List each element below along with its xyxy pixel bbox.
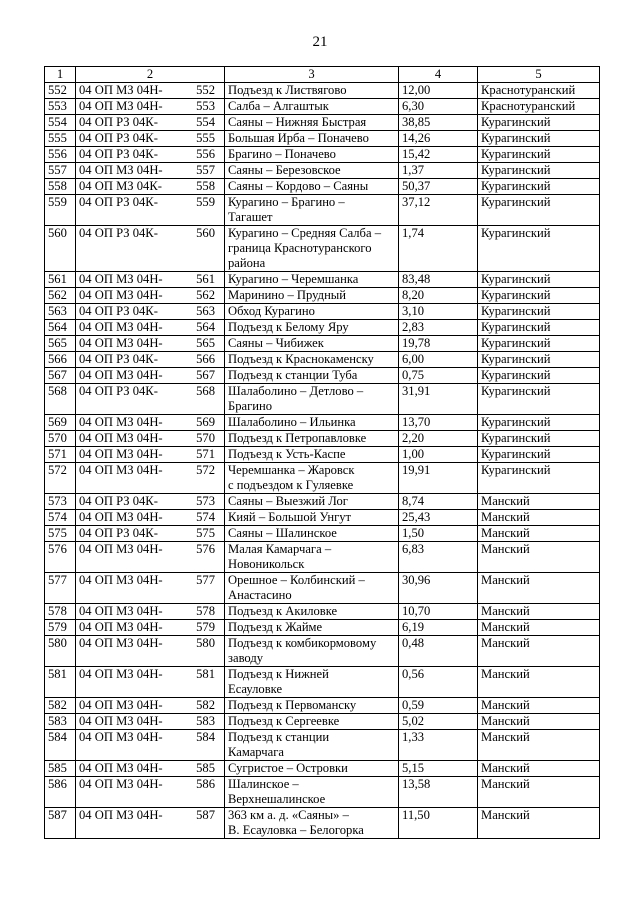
road-length: 38,85 [399,115,478,131]
road-code-number: 581 [196,667,215,681]
district-name: Курагинский [478,431,600,447]
road-code-number: 573 [196,494,215,508]
road-code-number: 579 [196,620,215,634]
road-length: 14,26 [399,131,478,147]
road-name: Подъезд к станции Камарчага [225,730,399,761]
road-code: 04 ОП МЗ 04Н- [79,730,163,744]
row-number: 568 [45,384,76,415]
road-length: 6,30 [399,99,478,115]
road-length: 30,96 [399,573,478,604]
road-name: Обход Курагино [225,304,399,320]
road-code: 04 ОП РЗ 04К- [79,195,158,209]
road-length: 2,83 [399,320,478,336]
road-code-number: 559 [196,195,215,209]
road-code-cell [76,777,225,808]
district-name: Манский [478,620,600,636]
road-name: Подъезд к Листвягово [225,83,399,99]
road-name: Подъезд к Жайме [225,620,399,636]
table-row [45,447,600,463]
row-number: 586 [45,777,76,808]
road-code-cell [76,163,225,179]
road-length: 50,37 [399,179,478,195]
district-name: Курагинский [478,463,600,494]
road-length: 0,56 [399,667,478,698]
row-number: 577 [45,573,76,604]
road-name: Кияй – Большой Унгут [225,510,399,526]
district-name: Манский [478,808,600,839]
table-row [45,352,600,368]
road-name: Курагино – Черемшанка [225,272,399,288]
row-number: 559 [45,195,76,226]
row-number: 585 [45,761,76,777]
row-number: 564 [45,320,76,336]
road-length: 19,91 [399,463,478,494]
road-code: 04 ОП МЗ 04Н- [79,636,163,650]
road-name: Саяны – Нижняя Быстрая [225,115,399,131]
road-length: 1,33 [399,730,478,761]
road-length: 37,12 [399,195,478,226]
row-number: 582 [45,698,76,714]
district-name: Курагинский [478,415,600,431]
table-body [45,83,600,839]
row-number: 565 [45,336,76,352]
table-row [45,368,600,384]
table-row [45,761,600,777]
road-code-cell [76,115,225,131]
road-length: 3,10 [399,304,478,320]
table-row [45,320,600,336]
road-code: 04 ОП МЗ 04Н- [79,99,163,113]
table-row [45,636,600,667]
road-code-number: 566 [196,352,215,366]
road-name: Маринино – Прудный [225,288,399,304]
row-number: 576 [45,542,76,573]
road-code-number: 556 [196,147,215,161]
column-header-length: 4 [399,67,478,83]
table-row [45,526,600,542]
row-number: 573 [45,494,76,510]
road-code-number: 585 [196,761,215,775]
road-code-number: 568 [196,384,215,398]
column-header-name: 3 [225,67,399,83]
district-name: Курагинский [478,447,600,463]
road-code: 04 ОП МЗ 04Н- [79,83,163,97]
district-name: Курагинский [478,352,600,368]
row-number: 561 [45,272,76,288]
road-code-cell [76,620,225,636]
road-code: 04 ОП МЗ 04К- [79,179,162,193]
road-name: Малая Камарчага – Новоникольск [225,542,399,573]
road-code: 04 ОП МЗ 04Н- [79,336,163,350]
road-code-cell [76,510,225,526]
district-name: Курагинский [478,226,600,272]
district-name: Курагинский [478,195,600,226]
district-name: Курагинский [478,131,600,147]
roads-table [44,66,600,839]
row-number: 580 [45,636,76,667]
district-name: Курагинский [478,384,600,415]
district-name: Манский [478,636,600,667]
road-length: 1,00 [399,447,478,463]
row-number: 581 [45,667,76,698]
road-length: 1,74 [399,226,478,272]
row-number: 560 [45,226,76,272]
road-code-number: 587 [196,808,215,822]
road-code-cell [76,808,225,839]
header-row [45,67,600,83]
road-name: Орешное – Колбинский – Анастасино [225,573,399,604]
road-code: 04 ОП МЗ 04Н- [79,288,163,302]
table-row [45,304,600,320]
road-code: 04 ОП МЗ 04Н- [79,542,163,556]
road-length: 6,19 [399,620,478,636]
row-number: 579 [45,620,76,636]
table-row [45,431,600,447]
table-row [45,714,600,730]
road-code-number: 560 [196,226,215,240]
road-code-number: 553 [196,99,215,113]
road-length: 15,42 [399,147,478,163]
road-code: 04 ОП МЗ 04Н- [79,761,163,775]
district-name: Курагинский [478,304,600,320]
road-name: Подъезд к Усть-Каспе [225,447,399,463]
road-length: 1,37 [399,163,478,179]
table-row [45,777,600,808]
road-code-number: 577 [196,573,215,587]
road-length: 13,70 [399,415,478,431]
road-code-cell [76,320,225,336]
road-name: Шалаболино – Ильинка [225,415,399,431]
row-number: 575 [45,526,76,542]
road-length: 0,59 [399,698,478,714]
district-name: Курагинский [478,147,600,163]
road-length: 0,48 [399,636,478,667]
row-number: 570 [45,431,76,447]
table-row [45,730,600,761]
road-code: 04 ОП МЗ 04Н- [79,698,163,712]
road-code: 04 ОП МЗ 04Н- [79,415,163,429]
road-name: Шалинское – Верхнешалинское [225,777,399,808]
road-length: 13,58 [399,777,478,808]
district-name: Манский [478,698,600,714]
table-row [45,226,600,272]
road-code-number: 562 [196,288,215,302]
road-code: 04 ОП РЗ 04К- [79,115,158,129]
road-code: 04 ОП РЗ 04К- [79,526,158,540]
road-code-number: 565 [196,336,215,350]
road-code-number: 564 [196,320,215,334]
road-code-cell [76,542,225,573]
row-number: 566 [45,352,76,368]
table-row [45,99,600,115]
road-length: 2,20 [399,431,478,447]
row-number: 556 [45,147,76,163]
road-length: 0,75 [399,368,478,384]
road-code-number: 567 [196,368,215,382]
road-name: Подъезд к станции Туба [225,368,399,384]
table-row [45,510,600,526]
road-code: 04 ОП МЗ 04Н- [79,808,163,822]
road-code: 04 ОП МЗ 04Н- [79,163,163,177]
road-code-cell [76,636,225,667]
table-row [45,131,600,147]
road-length: 6,83 [399,542,478,573]
road-length: 8,74 [399,494,478,510]
road-code-cell [76,730,225,761]
road-code: 04 ОП МЗ 04Н- [79,510,163,524]
road-code-cell [76,83,225,99]
road-name: Саяны – Шалинское [225,526,399,542]
table-row [45,179,600,195]
road-code-cell [76,526,225,542]
district-name: Курагинский [478,320,600,336]
road-code-cell [76,667,225,698]
district-name: Манский [478,494,600,510]
table-row [45,494,600,510]
road-length: 1,50 [399,526,478,542]
road-name: Салба – Алгаштык [225,99,399,115]
district-name: Краснотуранский [478,83,600,99]
road-code-number: 576 [196,542,215,556]
table-row [45,808,600,839]
road-code-number: 558 [196,179,215,193]
district-name: Манский [478,730,600,761]
road-name: Саяны – Кордово – Саяны [225,179,399,195]
road-length: 5,15 [399,761,478,777]
table-row [45,288,600,304]
road-name: Черемшанка – Жаровск с подъездом к Гуляевке [225,463,399,494]
road-code: 04 ОП МЗ 04Н- [79,777,163,791]
road-code-cell [76,761,225,777]
district-name: Курагинский [478,115,600,131]
road-code-cell [76,226,225,272]
road-code-number: 583 [196,714,215,728]
row-number: 584 [45,730,76,761]
road-length: 12,00 [399,83,478,99]
road-name: Подъезд к Краснокаменску [225,352,399,368]
road-length: 11,50 [399,808,478,839]
road-code-number: 561 [196,272,215,286]
district-name: Манский [478,526,600,542]
road-code-cell [76,463,225,494]
road-name: Брагино – Поначево [225,147,399,163]
row-number: 572 [45,463,76,494]
road-code-number: 571 [196,447,215,461]
road-code-number: 570 [196,431,215,445]
table-row [45,336,600,352]
road-code-number: 586 [196,777,215,791]
table-row [45,384,600,415]
road-code-cell [76,431,225,447]
road-code: 04 ОП РЗ 04К- [79,384,158,398]
road-code-cell [76,604,225,620]
table-row [45,272,600,288]
road-name: Подъезд к Первоманску [225,698,399,714]
row-number: 553 [45,99,76,115]
road-name: Курагино – Брагино – Тагашет [225,195,399,226]
table-row [45,115,600,131]
road-code: 04 ОП РЗ 04К- [79,147,158,161]
road-code: 04 ОП РЗ 04К- [79,352,158,366]
row-number: 574 [45,510,76,526]
table-row [45,415,600,431]
district-name: Манский [478,542,600,573]
row-number: 552 [45,83,76,99]
road-code-cell [76,573,225,604]
road-length: 25,43 [399,510,478,526]
road-code: 04 ОП МЗ 04Н- [79,447,163,461]
row-number: 571 [45,447,76,463]
table-row [45,147,600,163]
road-code-number: 569 [196,415,215,429]
road-code: 04 ОП МЗ 04Н- [79,272,163,286]
district-name: Манский [478,510,600,526]
road-code-number: 575 [196,526,215,540]
road-code-cell [76,147,225,163]
road-name: Курагино – Средняя Салба – граница Краснотуранского района [225,226,399,272]
district-name: Курагинский [478,288,600,304]
row-number: 557 [45,163,76,179]
table-row [45,698,600,714]
table-row [45,83,600,99]
road-code-cell [76,447,225,463]
table-row [45,463,600,494]
road-name: Подъезд к Нижней Есауловке [225,667,399,698]
district-name: Курагинский [478,336,600,352]
road-code-cell [76,494,225,510]
table-row [45,604,600,620]
row-number: 587 [45,808,76,839]
road-code-cell [76,336,225,352]
road-code: 04 ОП МЗ 04Н- [79,620,163,634]
road-code-cell [76,415,225,431]
column-header-code: 2 [76,67,225,83]
road-code-cell [76,288,225,304]
road-code-number: 557 [196,163,215,177]
road-code-number: 563 [196,304,215,318]
road-code: 04 ОП МЗ 04Н- [79,368,163,382]
row-number: 569 [45,415,76,431]
district-name: Манский [478,714,600,730]
road-name: Саяны – Чибижек [225,336,399,352]
district-name: Курагинский [478,163,600,179]
road-name: Шалаболино – Детлово – Брагино [225,384,399,415]
road-name: Саяны – Выезжий Лог [225,494,399,510]
row-number: 558 [45,179,76,195]
road-code-cell [76,698,225,714]
road-name: Подъезд к Петропавловке [225,431,399,447]
table-row [45,667,600,698]
road-name: Подъезд к комбикормовому заводу [225,636,399,667]
row-number: 554 [45,115,76,131]
road-code: 04 ОП МЗ 04Н- [79,604,163,618]
road-length: 10,70 [399,604,478,620]
road-length: 5,02 [399,714,478,730]
row-number: 562 [45,288,76,304]
row-number: 555 [45,131,76,147]
road-name: Подъезд к Белому Яру [225,320,399,336]
road-code: 04 ОП МЗ 04Н- [79,463,163,477]
table-row [45,573,600,604]
column-header-number: 1 [45,67,76,83]
road-code: 04 ОП РЗ 04К- [79,131,158,145]
road-name: Большая Ирба – Поначево [225,131,399,147]
table-row [45,195,600,226]
road-code-cell [76,714,225,730]
district-name: Курагинский [478,368,600,384]
road-code-number: 555 [196,131,215,145]
page-number: 21 [312,34,328,50]
road-length: 8,20 [399,288,478,304]
row-number: 567 [45,368,76,384]
district-name: Курагинский [478,272,600,288]
row-number: 578 [45,604,76,620]
road-code: 04 ОП МЗ 04Н- [79,573,163,587]
road-name: Саяны – Березовское [225,163,399,179]
district-name: Курагинский [478,179,600,195]
road-code-cell [76,131,225,147]
district-name: Манский [478,604,600,620]
road-code-number: 580 [196,636,215,650]
road-name: Подъезд к Сергеевке [225,714,399,730]
road-code-cell [76,368,225,384]
road-code-number: 574 [196,510,215,524]
row-number: 583 [45,714,76,730]
road-code-cell [76,272,225,288]
road-code-cell [76,99,225,115]
district-name: Манский [478,761,600,777]
district-name: Манский [478,777,600,808]
road-length: 83,48 [399,272,478,288]
district-name: Манский [478,667,600,698]
road-code: 04 ОП РЗ 04К- [79,226,158,240]
road-code: 04 ОП МЗ 04Н- [79,667,163,681]
road-code-cell [76,352,225,368]
road-code-number: 578 [196,604,215,618]
road-name: 363 км а. д. «Саяны» – В. Есауловка – Белогорка [225,808,399,839]
table-row [45,542,600,573]
road-code-number: 582 [196,698,215,712]
road-code-number: 552 [196,83,215,97]
district-name: Краснотуранский [478,99,600,115]
road-length: 6,00 [399,352,478,368]
road-length: 19,78 [399,336,478,352]
road-name: Сугристое – Островки [225,761,399,777]
road-code-cell [76,195,225,226]
road-code-number: 584 [196,730,215,744]
road-code: 04 ОП МЗ 04Н- [79,431,163,445]
road-code: 04 ОП РЗ 04К- [79,304,158,318]
road-code-cell [76,179,225,195]
road-code: 04 ОП МЗ 04Н- [79,714,163,728]
road-code-number: 572 [196,463,215,477]
road-code: 04 ОП МЗ 04Н- [79,320,163,334]
table-row [45,620,600,636]
road-code: 04 ОП РЗ 04К- [79,494,158,508]
road-code-number: 554 [196,115,215,129]
road-name: Подъезд к Акиловке [225,604,399,620]
road-code-cell [76,384,225,415]
road-code-cell [76,304,225,320]
district-name: Манский [478,573,600,604]
road-length: 31,91 [399,384,478,415]
row-number: 563 [45,304,76,320]
table-row [45,163,600,179]
column-header-district: 5 [478,67,600,83]
